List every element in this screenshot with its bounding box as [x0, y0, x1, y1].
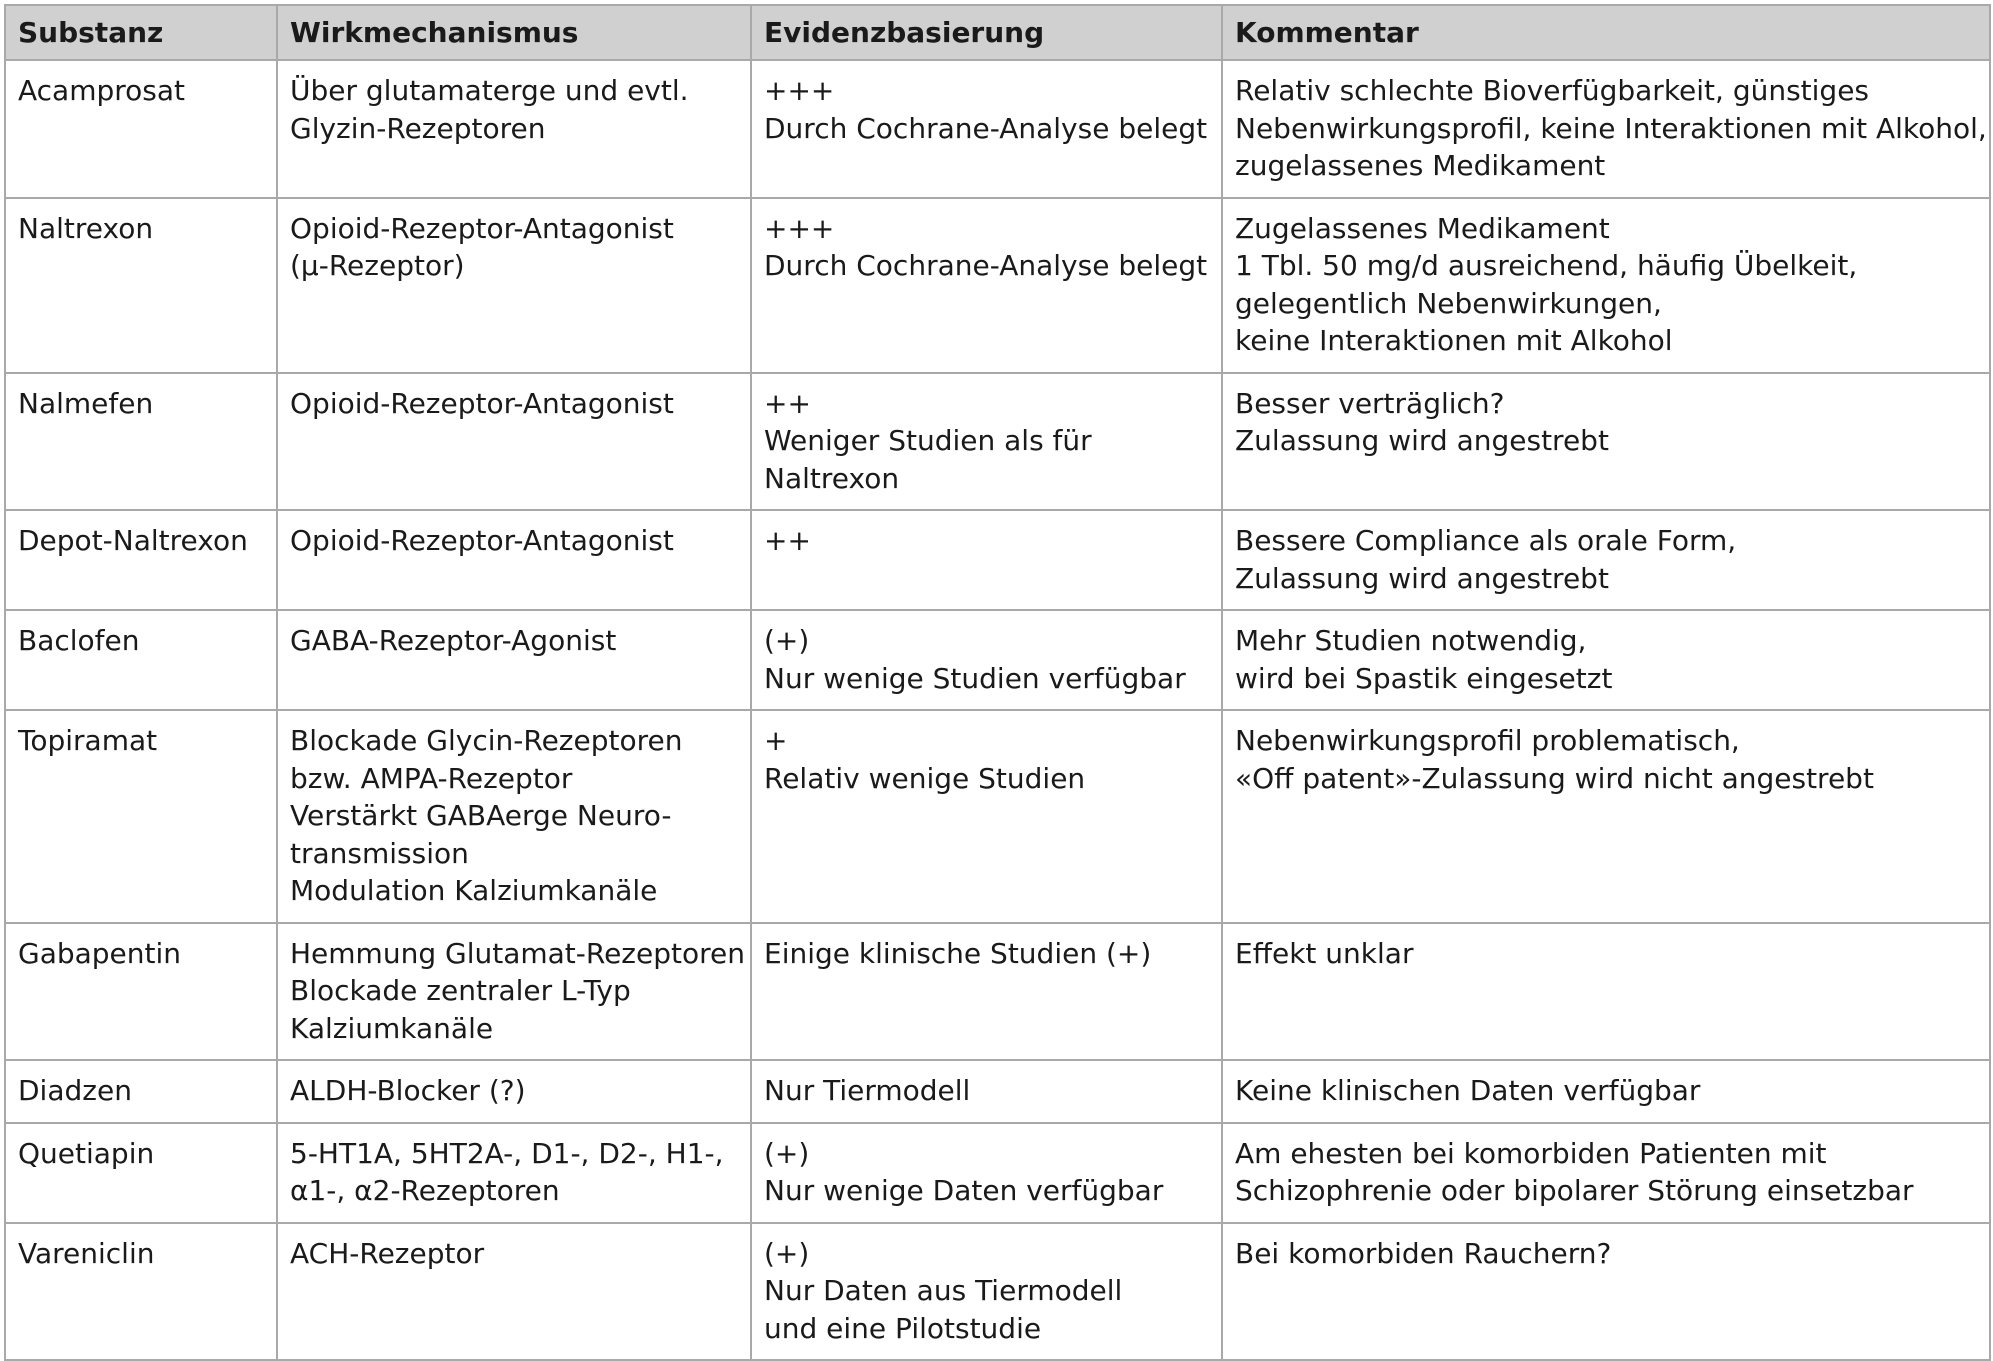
- cell-text-line: (+): [764, 1136, 810, 1170]
- cell-wirkmechanismus: [277, 510, 751, 610]
- cell-text-line: ALDH-Blocker (?): [290, 1074, 526, 1107]
- table-row: [5, 610, 1990, 710]
- cell-wirkmechanismus: [277, 60, 751, 198]
- cell-text-line: Am ehesten bei komorbiden Patienten mit: [1235, 1136, 1827, 1170]
- cell-kommentar: [1222, 60, 1990, 198]
- table-row: [5, 60, 1990, 198]
- header-kommentar: Kommentar: [1222, 5, 1990, 60]
- cell-text-line: Baclofen: [18, 624, 140, 657]
- cell-text-line: GABA-Rezeptor-Agonist: [290, 624, 617, 657]
- cell-text-line: Hemmung Glutamat-Rezeptoren: [290, 936, 745, 970]
- cell-text-line: Nebenwirkungsprofil problematisch,: [1235, 724, 1740, 757]
- cell-text-line: Zulassung wird angestrebt: [1235, 561, 1609, 595]
- cell-text-line: ++: [764, 386, 811, 420]
- cell-evidenzbasierung: [751, 373, 1222, 511]
- table-row: [5, 198, 1990, 373]
- cell-text-line: bzw. AMPA-Rezeptor: [290, 761, 573, 795]
- cell-text-line: Vareniclin: [18, 1236, 155, 1270]
- cell-text-line: Nur Daten aus Tiermodell: [764, 1274, 1123, 1307]
- cell-text-line: und eine Pilotstudie: [764, 1311, 1042, 1345]
- cell-text-line: Durch Cochrane-Analyse belegt: [764, 249, 1208, 282]
- cell-text-line: Glyzin-Rezeptoren: [290, 111, 546, 145]
- cell-substanz: [5, 1123, 277, 1223]
- cell-text-line: ACH-Rezeptor: [290, 1236, 485, 1270]
- cell-substanz: [5, 198, 277, 373]
- cell-text-line: (+): [764, 1236, 810, 1270]
- cell-text-line: α1-, α2-Rezeptoren: [290, 1174, 560, 1207]
- table-row: [5, 710, 1990, 923]
- table-row: [5, 1060, 1990, 1123]
- cell-text-line: «Off patent»-Zulassung wird nicht angestrebt: [1235, 761, 1874, 795]
- cell-text-line: Quetiapin: [18, 1136, 155, 1170]
- cell-text-line: gelegentlich Nebenwirkungen,: [1235, 286, 1662, 320]
- cell-evidenzbasierung: [751, 710, 1222, 923]
- header-substanz: Substanz: [5, 5, 277, 60]
- table-container: [4, 4, 1989, 1361]
- cell-text-line: Opioid-Rezeptor-Antagonist: [290, 524, 674, 557]
- cell-text-line: Blockade zentraler L-Typ: [290, 974, 631, 1007]
- cell-text-line: wird bei Spastik eingesetzt: [1235, 661, 1613, 695]
- cell-text-line: Nur Tiermodell: [764, 1074, 971, 1107]
- cell-kommentar: [1222, 1223, 1990, 1361]
- cell-text-line: Acamprosat: [18, 74, 186, 107]
- cell-text-line: ++: [764, 524, 811, 557]
- cell-text-line: Blockade Glycin-Rezeptoren: [290, 724, 683, 757]
- cell-evidenzbasierung: [751, 60, 1222, 198]
- cell-kommentar: [1222, 710, 1990, 923]
- cell-substanz: [5, 1060, 277, 1123]
- cell-text-line: Über glutamaterge und evtl.: [290, 74, 689, 107]
- cell-text-line: Gabapentin: [18, 936, 182, 970]
- table-row: [5, 1123, 1990, 1223]
- cell-text-line: Zulassung wird angestrebt: [1235, 424, 1609, 457]
- cell-substanz: [5, 1223, 277, 1361]
- cell-text-line: Bessere Compliance als orale Form,: [1235, 524, 1737, 557]
- cell-kommentar: [1222, 373, 1990, 511]
- cell-text-line: Kalziumkanäle: [290, 1011, 494, 1045]
- header-evidenzbasierung: Evidenzbasierung: [751, 5, 1222, 60]
- cell-substanz: [5, 60, 277, 198]
- cell-wirkmechanismus: [277, 610, 751, 710]
- cell-evidenzbasierung: [751, 1223, 1222, 1361]
- cell-substanz: [5, 510, 277, 610]
- table-row: [5, 373, 1990, 511]
- cell-text-line: Nur wenige Daten verfügbar: [764, 1174, 1164, 1207]
- cell-kommentar: [1222, 610, 1990, 710]
- cell-text-line: zugelassenes Medikament: [1235, 149, 1606, 182]
- table-row: [5, 923, 1990, 1061]
- cell-text-line: Depot-Naltrexon: [18, 524, 248, 557]
- cell-text-line: Bei komorbiden Rauchern?: [1235, 1236, 1612, 1270]
- header-wirkmechanismus: Wirkmechanismus: [277, 5, 751, 60]
- table-header-row: [5, 5, 1990, 60]
- cell-wirkmechanismus: [277, 198, 751, 373]
- cell-text-line: Verstärkt GABAerge Neuro-: [290, 799, 672, 832]
- cell-substanz: [5, 373, 277, 511]
- cell-evidenzbasierung: [751, 610, 1222, 710]
- cell-text-line: +++: [764, 211, 835, 245]
- cell-kommentar: [1222, 923, 1990, 1061]
- cell-substanz: [5, 710, 277, 923]
- cell-text-line: +++: [764, 74, 835, 107]
- cell-wirkmechanismus: [277, 1060, 751, 1123]
- cell-text-line: (µ-Rezeptor): [290, 249, 465, 282]
- cell-text-line: Mehr Studien notwendig,: [1235, 624, 1587, 657]
- cell-kommentar: [1222, 510, 1990, 610]
- cell-wirkmechanismus: [277, 923, 751, 1061]
- cell-kommentar: [1222, 198, 1990, 373]
- cell-wirkmechanismus: [277, 710, 751, 923]
- cell-text-line: transmission: [290, 836, 469, 870]
- cell-text-line: Opioid-Rezeptor-Antagonist: [290, 211, 674, 245]
- cell-text-line: 5-HT1A, 5HT2A-, D1-, D2-, H1-,: [290, 1136, 724, 1170]
- cell-text-line: Relativ wenige Studien: [764, 761, 1086, 795]
- cell-wirkmechanismus: [277, 1123, 751, 1223]
- cell-text-line: Opioid-Rezeptor-Antagonist: [290, 386, 674, 420]
- cell-text-line: Schizophrenie oder bipolarer Störung einsetzbar: [1235, 1174, 1914, 1207]
- cell-kommentar: [1222, 1123, 1990, 1223]
- cell-text-line: 1 Tbl. 50 mg/d ausreichend, häufig Übelkeit,: [1235, 249, 1858, 282]
- table-row: [5, 510, 1990, 610]
- cell-evidenzbasierung: [751, 510, 1222, 610]
- cell-kommentar: [1222, 1060, 1990, 1123]
- cell-evidenzbasierung: [751, 1060, 1222, 1123]
- cell-text-line: Effekt unklar: [1235, 936, 1414, 970]
- cell-evidenzbasierung: [751, 198, 1222, 373]
- cell-text-line: Durch Cochrane-Analyse belegt: [764, 111, 1208, 145]
- cell-text-line: Topiramat: [18, 724, 158, 757]
- cell-text-line: Nalmefen: [18, 386, 154, 420]
- table-row: [5, 1223, 1990, 1361]
- cell-text-line: (+): [764, 624, 810, 657]
- cell-text-line: Einige klinische Studien (+): [764, 936, 1152, 970]
- cell-text-line: +: [764, 724, 788, 757]
- cell-evidenzbasierung: [751, 923, 1222, 1061]
- cell-text-line: Keine klinischen Daten verfügbar: [1235, 1074, 1701, 1107]
- cell-text-line: Relativ schlechte Bioverfügbarkeit, günstiges: [1235, 74, 1870, 107]
- cell-evidenzbasierung: [751, 1123, 1222, 1223]
- table-body: [5, 60, 1990, 1360]
- cell-text-line: Modulation Kalziumkanäle: [290, 874, 658, 907]
- cell-text-line: Nur wenige Studien verfügbar: [764, 661, 1186, 695]
- cell-text-line: Weniger Studien als für: [764, 424, 1092, 457]
- cell-text-line: Naltrexon: [764, 461, 900, 495]
- cell-text-line: Diadzen: [18, 1074, 132, 1107]
- cell-text-line: Naltrexon: [18, 211, 154, 245]
- substance-table: [4, 4, 1991, 1361]
- cell-substanz: [5, 610, 277, 710]
- cell-text-line: Besser verträglich?: [1235, 386, 1505, 420]
- cell-text-line: Zugelassenes Medikament: [1235, 211, 1610, 245]
- cell-text-line: Nebenwirkungsprofil, keine Interaktionen mit Alkohol,: [1235, 111, 1987, 145]
- cell-text-line: keine Interaktionen mit Alkohol: [1235, 324, 1673, 357]
- cell-substanz: [5, 923, 277, 1061]
- cell-wirkmechanismus: [277, 1223, 751, 1361]
- cell-wirkmechanismus: [277, 373, 751, 511]
